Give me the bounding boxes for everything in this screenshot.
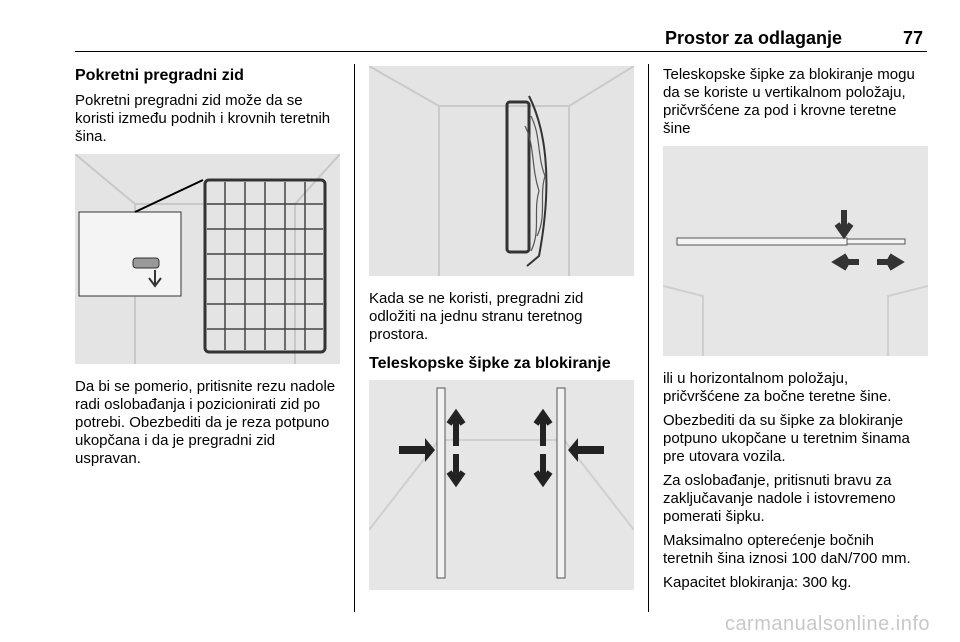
vertical-bars-illustration bbox=[369, 380, 634, 590]
stow-partition-text: Kada se ne koristi, pregradni zid odložiti na jednu stranu teretnog prostora. bbox=[369, 290, 584, 343]
horizontal-bar-text: ili u horizontalnom položaju, pričvršćene za bočne teretne šine. bbox=[663, 370, 892, 405]
column-divider-2 bbox=[648, 64, 649, 612]
blocking-capacity-text: Kapacitet blokiranja: 300 kg. bbox=[663, 574, 852, 591]
page-header bbox=[75, 28, 927, 52]
ensure-engaged-text: Obezbediti da su šipke za blokiranje potpuno ukopčane u teretnim šinama pre utovara vozila. bbox=[663, 412, 910, 465]
release-instructions-text: Za oslobađanje, pritisnuti bravu za zaključavanje nadole i istovremeno pomerati šipku. bbox=[663, 472, 896, 525]
partition-move-instructions: Da bi se pomerio, pritisnite rezu nadole radi oslobađanja i pozicionirati zid po potrebi. Obezbediti da je reza potpuno ukopčana i da je pregradni zid uspravan. bbox=[75, 378, 336, 467]
horizontal-bar-illustration bbox=[663, 146, 928, 356]
watermark: carmanualsonline.info bbox=[724, 613, 930, 635]
page-number: 77 bbox=[902, 28, 923, 48]
max-load-text: Maksimalno opterećenje bočnih teretnih šina iznosi 100 daN/700 mm. bbox=[663, 532, 911, 567]
column-divider-1 bbox=[354, 64, 355, 612]
partition-intro-text: Pokretni pregradni zid može da se koristi između podnih i krovnih teretnih šina. bbox=[75, 92, 331, 145]
page-title: Prostor za odlaganje bbox=[664, 28, 842, 48]
column-1 bbox=[75, 66, 340, 474]
section-heading-telescopic-bars: Teleskopske šipke za blokiranje bbox=[369, 355, 611, 372]
column-3 bbox=[663, 66, 928, 598]
section-heading-partition: Pokretni pregradni zid bbox=[75, 67, 244, 84]
column-2 bbox=[369, 66, 634, 590]
stowed-partition-illustration bbox=[369, 66, 634, 276]
partition-net-illustration bbox=[75, 154, 340, 364]
telescopic-bars-intro: Teleskopske šipke za blokiranje mogu da se koriste u vertikalnom položaju, pričvršćene za pod i krovne teretne šine bbox=[663, 66, 915, 137]
